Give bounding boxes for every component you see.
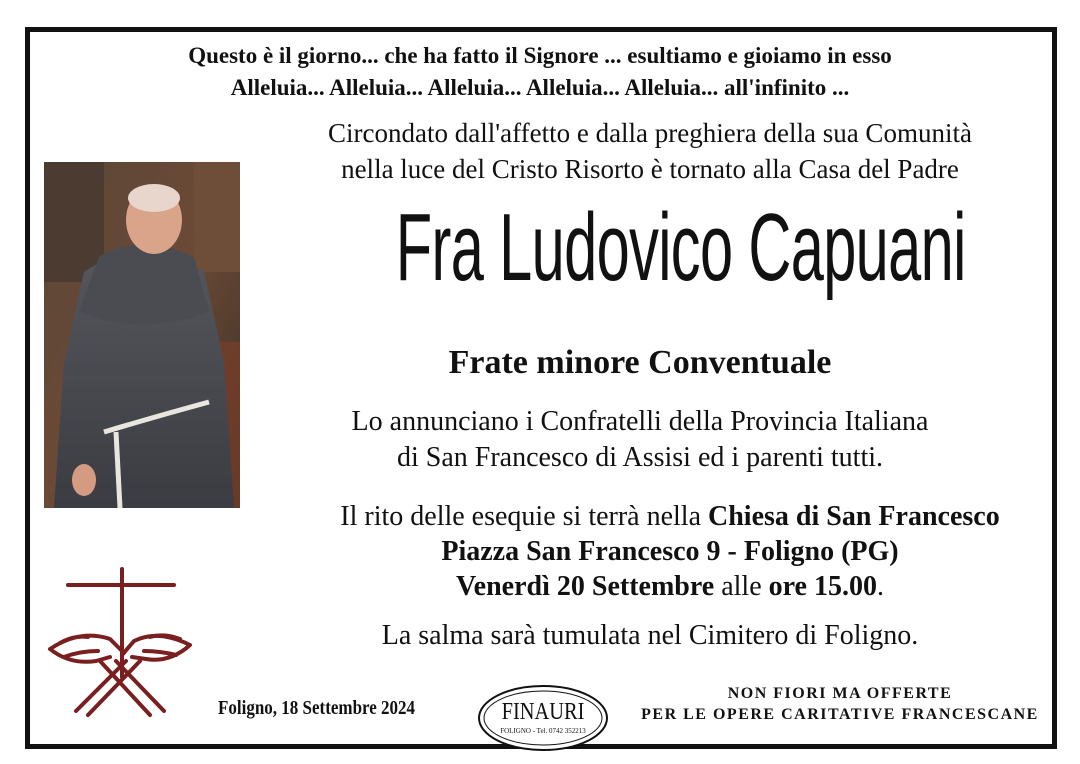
funeral-time: ore 15.00: [768, 571, 877, 602]
funeral-home-logo: [476, 683, 610, 753]
announce-line-1: Lo annunciano i Confratelli della Provincia Italiana: [351, 406, 929, 437]
rite-line-3: [240, 569, 1080, 604]
rite-line-1: [240, 499, 1080, 534]
rite-end: .: [876, 571, 884, 602]
announcement: [240, 404, 1040, 476]
verse-line-1: Questo è il giorno... che ha fatto il Signore ... esultiamo e gioiamo in esso: [188, 43, 892, 68]
announce-line-2: di San Francesco di Assisi ed i parenti tutti.: [396, 442, 884, 473]
funeral-details: [240, 499, 1080, 604]
intro-text: [240, 115, 1060, 187]
franciscan-cross-icon: [40, 565, 200, 725]
funeral-day: Venerdì 20 Settembre: [456, 571, 715, 602]
name-block: [240, 193, 1060, 303]
intro-line-1: Circondato dall'affetto e dalla preghiera della sua Comunità: [328, 118, 972, 148]
subtitle: Frate minore Conventuale: [448, 344, 832, 381]
logo-name: FINAURI: [501, 699, 585, 725]
church-name: Chiesa di San Francesco: [708, 501, 1000, 532]
deceased-name: Fra Ludovico Capuani: [395, 194, 966, 301]
notice-line-1: NON FIORI MA OFFERTE: [727, 685, 953, 702]
burial-info: La salma sarà tumulata nel Cimitero di Foligno.: [381, 620, 919, 651]
rite-prefix: Il rito delle esequie si terrà nella: [340, 501, 709, 532]
donation-notice: [630, 683, 1050, 725]
verse-header: [40, 40, 1040, 104]
rite-mid: alle: [714, 571, 769, 602]
logo-subtext: FOLIGNO - Tel. 0742 352213: [500, 727, 586, 735]
deceased-photo: [44, 162, 240, 508]
place-date: Foligno, 18 Settembre 2024: [218, 697, 416, 719]
notice-line-2: PER LE OPERE CARITATIVE FRANCESCANE: [641, 706, 1039, 723]
church-address: Piazza San Francesco 9 - Foligno (PG): [441, 536, 899, 567]
intro-line-2: nella luce del Cristo Risorto è tornato alla Casa del Padre: [341, 154, 959, 184]
verse-line-2: Alleluia... Alleluia... Alleluia... Alleluia... Alleluia... all'infinito ...: [230, 75, 850, 100]
